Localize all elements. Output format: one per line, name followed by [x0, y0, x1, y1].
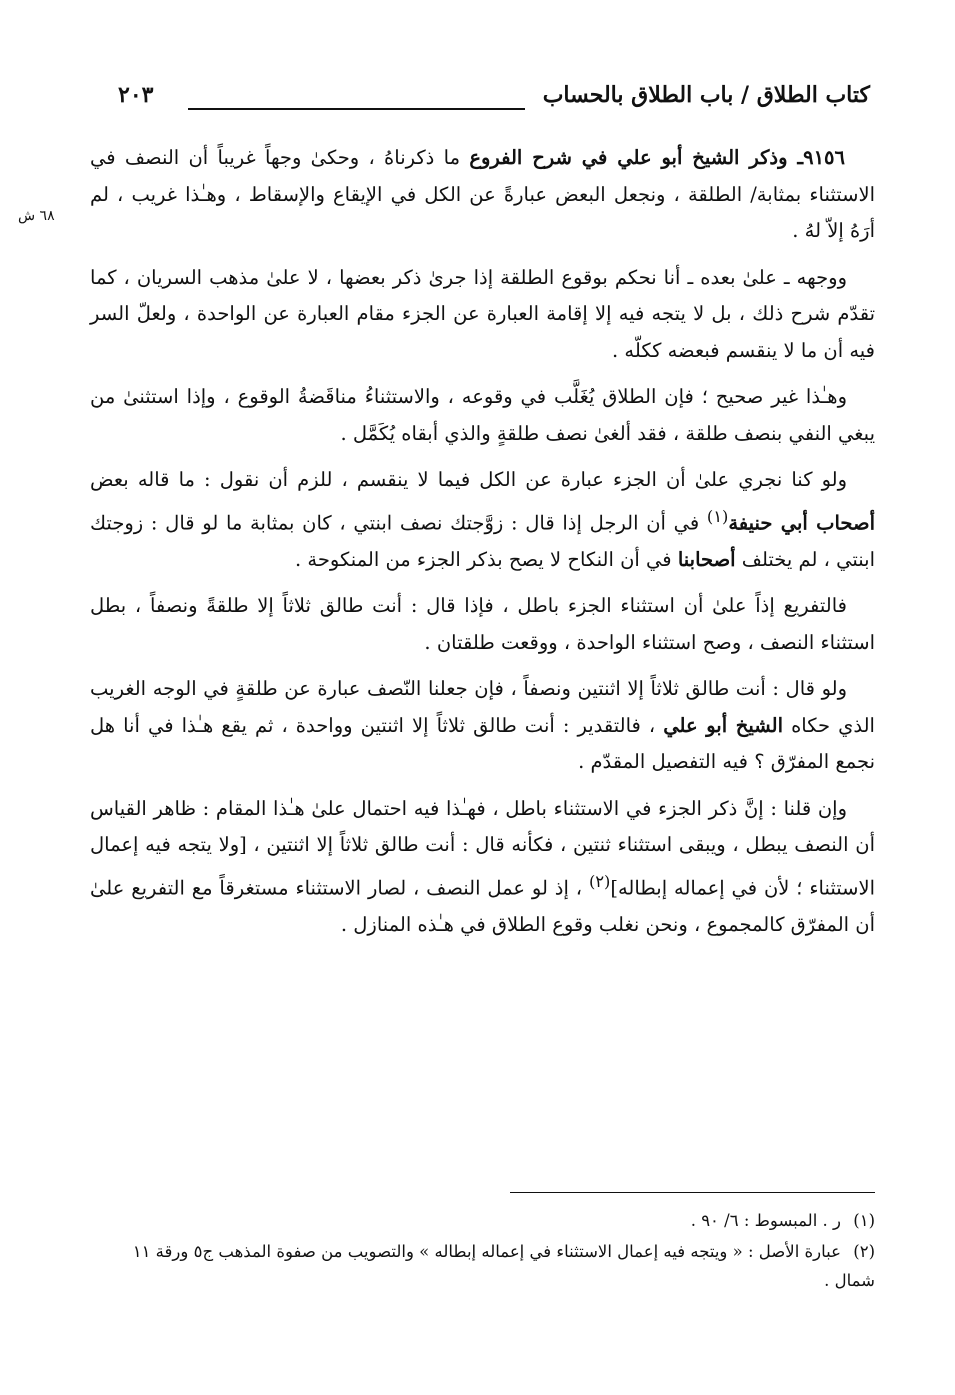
- paragraph-text: ، إذ لو عمل النصف ، لصار الاستثناء مستغرقاً مع التفريع علىٰ أن المفرّق كالمجموع ، ونحن نغلب وقوع الطلاق في هـٰذه المنازل .: [90, 876, 875, 936]
- footnote-number: (٢): [853, 1242, 875, 1261]
- paragraph-4: [90, 462, 875, 578]
- footnote-text: عبارة الأصل : « ويتجه فيه إعمال الاستثناء في إعماله إبطاله » والتصويب من صفوة المذهب ج٥ ورقة ١١ شمال .: [132, 1242, 875, 1290]
- paragraph-7: [90, 791, 875, 944]
- issue-number-lead: ٩١٥٦ـ وذكر: [739, 146, 845, 169]
- footnote-2: [100, 1237, 875, 1295]
- bold-phrase: أصحاب أبي حنيفة: [728, 511, 875, 534]
- paragraph-2: [90, 260, 875, 370]
- footnote-ref-2[interactable]: (٢): [588, 871, 611, 891]
- bold-phrase: أصحابنا: [677, 547, 736, 571]
- paragraph-text: في أن النكاح لا يصح بذكر الجزء من المنكوحة .: [294, 547, 678, 571]
- header-title: كتاب الطلاق / باب الطلاق بالحساب: [542, 82, 870, 108]
- running-header: [118, 82, 870, 122]
- paragraph-text: في أن الرجل إذا قال : زوَّجتك نصف ابنتي ، كان بمثابة ما لو قال : زوجتك ابنتي ، لم يختلف: [90, 511, 875, 571]
- main-text: [90, 140, 875, 953]
- bold-phrase: الشيخ أبو علي في شرح الفروع: [469, 146, 740, 169]
- header-rule: [188, 108, 525, 110]
- paragraph-text: ، فالتقدير : أنت طالق ثلاثاً إلا اثنتين وواحدة ، ثم يقع هـٰذا في أنا هل نجمع المفرّق ؟ فيه التفصيل المقدّم .: [90, 713, 875, 773]
- paragraph-text: ما ذكرناهُ ، وحكىٰ وجهاً غريباً أن النصف في الاستثناء بمثابة/ الطلقة ، ونجعل البعض عبارةً عن الكل في الإيقاع والإسقاط ، وهـٰذا غريب ، لم أرَهُ إلاّ لهُ .: [90, 146, 875, 242]
- footnote-text: ر . المبسوط : ٦/ ٩٠ .: [690, 1211, 841, 1230]
- footnote-number: (١): [853, 1211, 875, 1230]
- paragraph-text: ولو قال : أنت طالق ثلاثاً إلا اثنتين ونصفاً ، فإن جعلنا النّصف عبارة عن طلقةٍ في الوجه الغريب الذي حكاه: [90, 677, 875, 737]
- paragraph-text: ووجهه ـ علىٰ بعده ـ أنا نحكم بوقوع الطلقة إذا جرىٰ ذكر بعضها ، لا علىٰ مذهب السريان ، كما تقدّم شرح ذلك ، بل لا يتجه فيه إلا إقامة العبارة عن الجزء مقام العبارة عن الواحدة ، ولعلّ السر فيه أن ما لا ينقسم فبعضه ككلّه .: [90, 265, 875, 362]
- paragraph-6: [90, 671, 875, 781]
- paragraph-text: وهـٰذا غير صحيح ؛ فإن الطلاق يُغَلَّب في وقوعه ، والاستثناءُ مناقَضةُ الوقوع ، وإذا استثنىٰ من يبغي النفي بنصف طلقة ، فقد ألغىٰ نصف طلقةٍ والذي أبقاه يُكَمَّل .: [90, 385, 875, 445]
- paragraph-text: فالتفريع إذاً علىٰ أن استثناء الجزء باطل ، فإذا قال : أنت طالق ثلاثاً إلا طلقةً ونصفاً ، بطل استثناء النصف ، وصح استثناء الواحدة ، ووقعت طلقتان .: [90, 594, 875, 654]
- bold-phrase: الشيخ أبو علي: [663, 713, 784, 737]
- paragraph-text: وإن قلنا : إنَّ ذكر الجزء في الاستثناء باطل ، فهـٰذا فيه احتمال علىٰ هـٰذا المقام : ظاهر القياس أن النصف يبطل ، ويبقى استثناء ثنتين ، فكأنه قال : أنت طالق ثلاثاً إلا اثنتين ، [ولا يتجه فيه إعمال الاستثناء ؛ لأن في إعماله إبطاله]: [90, 796, 875, 899]
- paragraph-5: [90, 588, 875, 661]
- paragraph-text: ولو كنا نجري علىٰ أن الجزء عبارة عن الكل فيما لا ينقسم ، للزم أن نقول : ما قاله بعض: [90, 468, 847, 491]
- footnote-separator: [510, 1192, 875, 1193]
- page-number: ٢٠٣: [118, 82, 154, 108]
- paragraph-1: [90, 140, 875, 250]
- footnote-1: [100, 1206, 875, 1235]
- manuscript-folio-note: ٦٨ ش: [18, 208, 55, 224]
- paragraph-3: [90, 379, 875, 452]
- footnote-ref-1[interactable]: (١): [706, 506, 729, 526]
- footnotes: [100, 1206, 875, 1297]
